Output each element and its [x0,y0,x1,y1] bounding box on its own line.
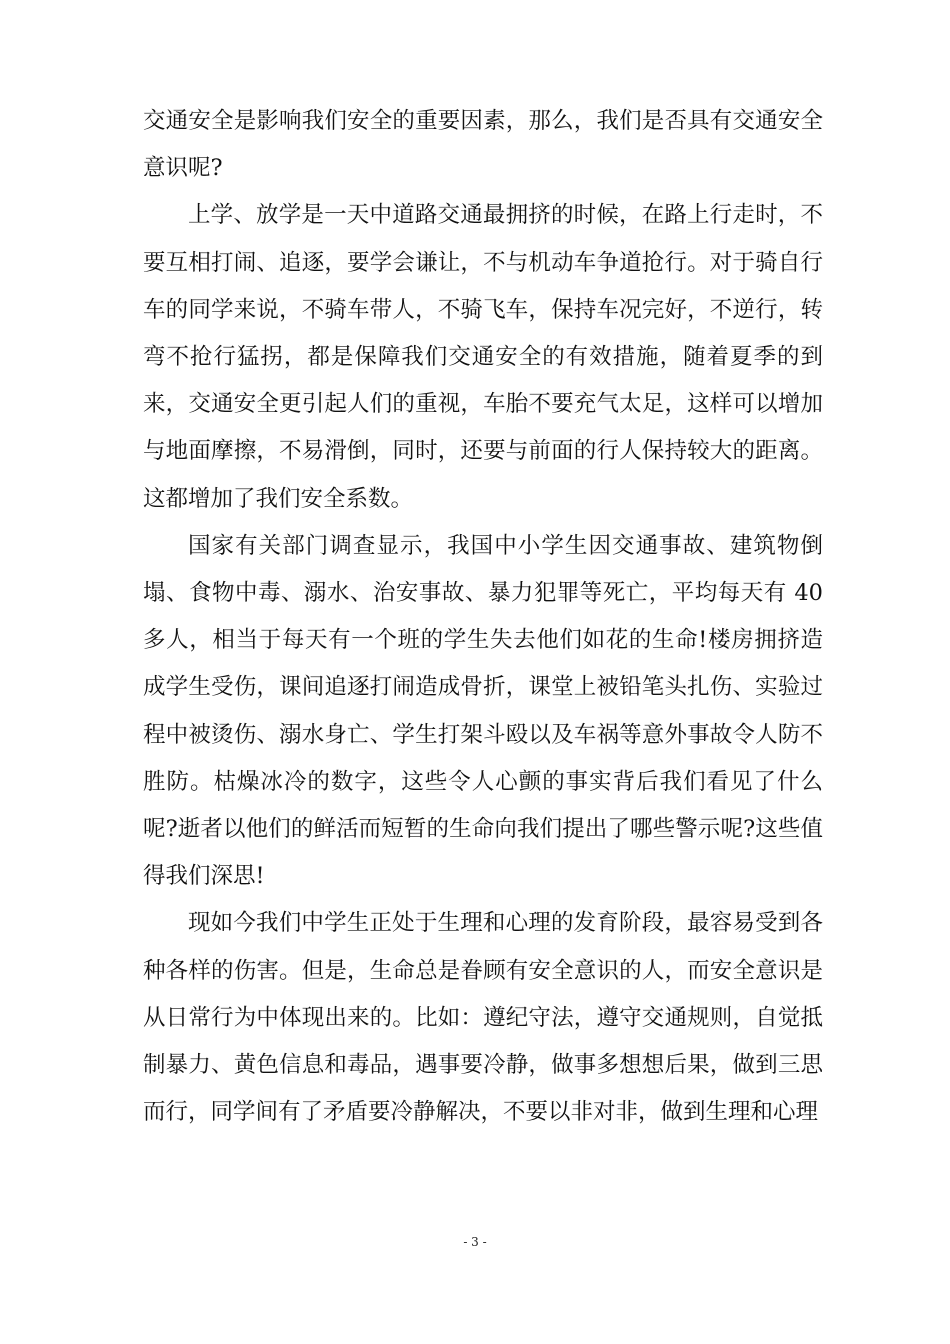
paragraph-1: 交通安全是影响我们安全的重要因素，那么，我们是否具有交通安全意识呢? [143,108,823,182]
document-body [143,98,823,1136]
paragraph-2: 上学、放学是一天中道路交通最拥挤的时候，在路上行走时，不要互相打闹、追逐，要学会谦让，不与机动车争道抢行。对于骑自行车的同学来说，不骑车带人，不骑飞车，保持车况完好，不逆行，转弯不抢行猛拐，都是保障我们交通安全的有效措施，随着夏季的到来，交通安全更引起人们的重视，车胎不要充气太足，这样可以增加与地面摩擦，不易滑倒，同时，还要与前面的行人保持较大的距离。这都增加了我们安全系数。 [143,202,823,512]
page-number: - 3 - [463,1235,487,1249]
paragraph-3: 国家有关部门调查显示，我国中小学生因交通事故、建筑物倒塌、食物中毒、溺水、治安事故、暴力犯罪等死亡，平均每天有 40 多人，相当于每天有一个班的学生失去他们如花的生命!楼房拥挤造成学生受伤，课间追逐打闹造成骨折，课堂上被铅笔头扎伤、实验过程中被烫伤、溺水身亡、学生打架斗殴以及车祸等意外事故令人防不胜防。枯燥冰冷的数字，这些令人心颤的事实背后我们看见了什么呢?逝者以他们的鲜活而短暂的生命向我们提出了哪些警示呢?这些值得我们深思! [143,532,823,890]
paragraph-4: 现如今我们中学生正处于生理和心理的发育阶段，最容易受到各种各样的伤害。但是，生命总是眷顾有安全意识的人，而安全意识是从日常行为中体现出来的。比如：遵纪守法，遵守交通规则，自觉抵制暴力、黄色信息和毒品，遇事要冷静，做事多想想后果，做到三思而行，同学间有了矛盾要冷静解决，不要以非对非，做到生理和心理 [143,910,823,1126]
